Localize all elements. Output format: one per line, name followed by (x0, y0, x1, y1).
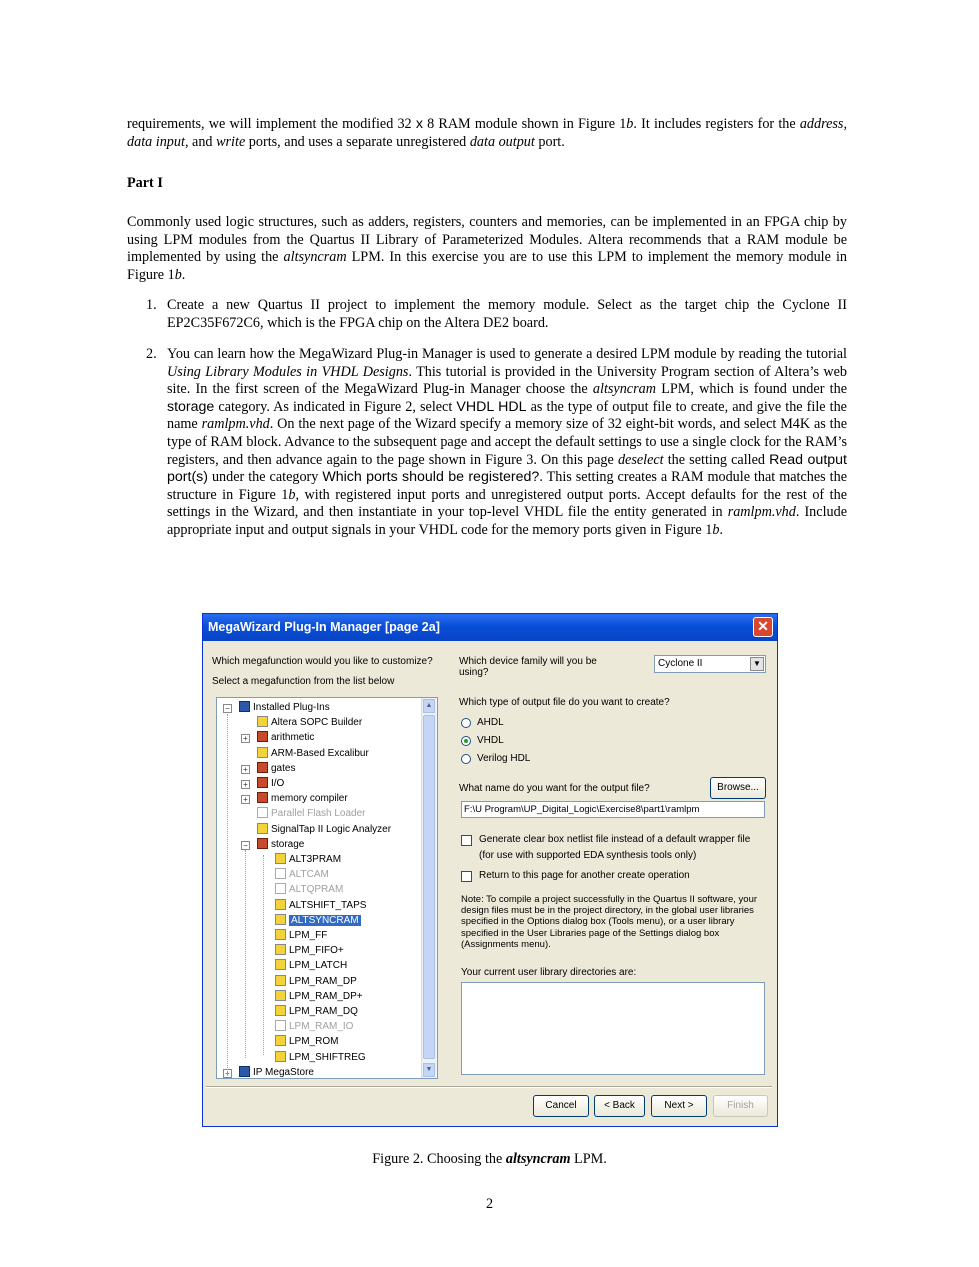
tree-item[interactable] (257, 777, 284, 791)
tree-item-label: gates (271, 762, 296, 774)
disabled-icon (275, 1020, 286, 1031)
megafunction-tree[interactable] (216, 697, 438, 1079)
wizard-icon (275, 1005, 286, 1016)
tree-item-label: IP MegaStore (253, 1066, 314, 1078)
wizard-icon (275, 959, 286, 970)
tree-item-label: Parallel Flash Loader (271, 808, 366, 820)
scroll-thumb[interactable] (423, 715, 435, 1059)
tree-item[interactable] (275, 899, 366, 913)
disabled-icon (257, 807, 268, 818)
tree-item-label: LPM_RAM_DP+ (289, 990, 363, 1002)
tree-item[interactable] (239, 701, 330, 715)
wizard-icon (275, 944, 286, 955)
wizard-icon (275, 914, 286, 925)
tree-item[interactable] (257, 716, 362, 730)
title-bar (203, 614, 777, 641)
plugin-icon (239, 1066, 250, 1077)
tree-item[interactable] (275, 1051, 366, 1065)
part-paragraph: Commonly used logic structures, such as adders, registers, counters and memories, can be implemented in an FPGA chip by using LPM modules from the Quartus II Library of Parameterized Modules. Altera recommends that a RAM module be implemented by using the altsyncram LPM. In this exercise you are to use this LPM to implement the memory module in Figure 1b. (127, 214, 847, 283)
wizard-icon (275, 853, 286, 864)
tree-item-label: I/O (271, 778, 285, 789)
expand-icon[interactable]: + (223, 1069, 232, 1078)
wizard-icon (275, 1035, 286, 1046)
tree-item[interactable] (275, 1035, 338, 1049)
wizard-icon (257, 823, 268, 834)
tree-item[interactable] (275, 944, 344, 958)
tree-connector (263, 855, 264, 1055)
customize-question: Which megafunction would you like to customize? (212, 656, 433, 667)
scroll-down-icon[interactable]: ▼ (423, 1063, 435, 1077)
tree-item-label: Altera SOPC Builder (271, 717, 363, 729)
dialog-title: MegaWizard Plug-In Manager [page 2a] (208, 620, 440, 634)
tree-scrollbar[interactable] (421, 698, 437, 1078)
tree-item[interactable] (275, 1005, 358, 1019)
tree-item-label: LPM_FF (289, 930, 328, 941)
radio-vhdl[interactable] (461, 736, 471, 746)
folder-icon (257, 792, 268, 803)
tree-item-label: LPM_RAM_DQ (289, 1006, 358, 1017)
tree-item[interactable] (257, 731, 314, 745)
list-item-1 (127, 297, 847, 332)
tree-item[interactable] (275, 990, 363, 1004)
tree-item[interactable] (275, 975, 357, 989)
wizard-icon (275, 899, 286, 910)
plugin-icon (239, 701, 250, 712)
tree-item-label: SignalTap II Logic Analyzer (271, 823, 392, 835)
folder-icon (257, 762, 268, 773)
tree-item-label: memory compiler (271, 793, 348, 805)
wizard-icon (275, 975, 286, 986)
filename-question: What name do you want for the output file? (459, 783, 650, 794)
expand-icon[interactable]: + (241, 734, 250, 743)
tree-item-label: storage (271, 838, 305, 850)
tree-item-label: LPM_FIFO+ (289, 945, 344, 957)
collapse-icon[interactable]: − (241, 841, 250, 850)
device-family-value: Cyclone II (658, 658, 703, 669)
wizard-icon (275, 929, 286, 940)
list-number: 2. (146, 346, 157, 362)
radio-ahdl[interactable] (461, 718, 471, 728)
device-family-select[interactable] (654, 655, 766, 673)
collapse-icon[interactable]: − (223, 704, 232, 713)
tree-item[interactable] (275, 959, 347, 973)
list-number: 1. (146, 297, 157, 313)
expand-icon[interactable]: + (241, 780, 250, 789)
tree-item[interactable] (275, 883, 343, 897)
tree-item-label: LPM_RAM_DP (289, 975, 357, 987)
compile-note: Note: To compile a project successfully in the Quartus II software, your design files must be in the project directory, in the global user libraries specified in the Options dialog box (Tools menu), or a user library specified in the User Libraries page of the Settings dialog box (Assignments menu). (461, 894, 758, 950)
figure-caption: Figure 2. Choosing the altsyncram LPM. (372, 1151, 607, 1167)
output-filename-input[interactable]: F:\U Program\UP_Digital_Logic\Exercise8\part1\ramlpm (461, 801, 765, 818)
output-type-question: Which type of output file do you want to create? (459, 697, 670, 708)
scroll-up-icon[interactable]: ▲ (423, 699, 435, 713)
wizard-icon (275, 990, 286, 1001)
tree-item-label: arithmetic (271, 732, 315, 744)
tree-item-label: ALTSYNCRAM (291, 914, 359, 926)
library-dirs-box (461, 982, 765, 1075)
clear-box-sublabel: (for use with supported EDA synthesis tools only) (479, 850, 697, 861)
megawizard-dialog (202, 613, 778, 1127)
next-button[interactable]: Next > (651, 1095, 707, 1117)
page-number: 2 (485, 1196, 494, 1212)
tree-item[interactable] (257, 807, 366, 821)
clear-box-checkbox[interactable] (461, 835, 472, 846)
radio-verilog[interactable] (461, 754, 471, 764)
tree-item[interactable] (275, 853, 341, 867)
list-text: You can learn how the MegaWizard Plug-in Manager is used to generate a desired LPM module by reading the tutorial Using Library Modules in VHDL Designs. This tutorial is provided in the University Program section of Altera’s web site. In the first screen of the MegaWizard Plug-in Manager choose the altsyncram LPM, which is found under the storage category. As indicated in Figure 2, select VHDL HDL as the type of output file to create, and give the file the name ramlpm.vhd. On the next page of the Wizard specify a memory size of 32 eight-bit words, and select M4K as the type of RAM block. Advance to the subsequent page and accept the default settings to use a single clock for the RAM’s registers, and then advance again to the page shown in Figure 3. On this page deselect the setting called Read output port(s) under the category Which ports should be registered?. This setting creates a RAM module that matches the structure in Figure 1b, with registered input ports and unregistered output ports. Accept defaults for the rest of the settings in the Wizard, and then instantiate in your top-level VHDL file the entity generated in ramlpm.vhd. Include appropriate input and output signals in your VHDL code for the memory ports given in Figure 1b. (167, 346, 847, 538)
divider (206, 1086, 772, 1088)
radio-vhdl-label: VHDL (477, 735, 504, 746)
tree-item-label: ALT3PRAM (289, 854, 342, 865)
radio-ahdl-label: AHDL (477, 717, 504, 728)
clear-box-label: Generate clear box netlist file instead of a default wrapper file (479, 834, 751, 845)
tree-item[interactable] (275, 929, 327, 943)
tree-item-label: ALTQPRAM (289, 884, 344, 896)
folder-icon (257, 838, 268, 849)
tree-item-label: LPM_LATCH (289, 960, 348, 972)
device-question: Which device family will you be using? (459, 656, 597, 678)
tree-connector (227, 714, 228, 1074)
wizard-icon (275, 1051, 286, 1062)
tree-item[interactable] (257, 747, 369, 761)
tree-item[interactable] (239, 1066, 314, 1079)
tree-item-label: LPM_ROM (289, 1036, 339, 1048)
cancel-button[interactable]: Cancel (533, 1095, 589, 1117)
tree-item-label: Installed Plug-Ins (253, 702, 330, 713)
disabled-icon (275, 868, 286, 879)
finish-button[interactable]: Finish (713, 1095, 768, 1117)
tree-item-label: ARM-Based Excalibur (271, 747, 369, 759)
select-below-label: Select a megafunction from the list below (212, 676, 395, 687)
wizard-icon (257, 747, 268, 758)
library-dirs-label: Your current user library directories are: (461, 967, 637, 978)
radio-verilog-label: Verilog HDL (477, 753, 531, 764)
intro-paragraph: requirements, we will implement the modified 32 x 8 RAM module shown in Figure 1b. It includes registers for the address, data input, and write ports, and uses a separate unregistered data output port. (127, 116, 847, 150)
folder-icon (257, 777, 268, 788)
tree-item-label: ALTSHIFT_TAPS (289, 899, 367, 911)
list-item-2 (127, 346, 847, 540)
tree-item-label: LPM_SHIFTREG (289, 1051, 366, 1063)
tree-item[interactable] (257, 838, 304, 852)
list-text: Create a new Quartus II project to implement the memory module. Select as the target chip the Cyclone II EP2C35F672C6, which is the FPGA chip on the Altera DE2 board. (167, 297, 847, 331)
expand-icon[interactable]: + (241, 765, 250, 774)
return-label: Return to this page for another create operation (479, 870, 690, 881)
wizard-icon (257, 716, 268, 727)
back-button[interactable]: < Back (594, 1095, 645, 1117)
expand-icon[interactable]: + (241, 795, 250, 804)
folder-icon (257, 731, 268, 742)
tree-item-label: ALTCAM (289, 869, 329, 881)
tree-item[interactable] (257, 823, 391, 837)
chevron-down-icon[interactable]: ▼ (750, 657, 764, 671)
browse-button[interactable]: Browse... (710, 777, 766, 799)
tree-connector (245, 850, 246, 1058)
tree-item[interactable] (275, 1020, 353, 1034)
tree-item[interactable] (257, 762, 295, 776)
tree-item[interactable] (275, 868, 329, 882)
tree-item[interactable] (275, 914, 361, 928)
tree-item-label: LPM_RAM_IO (289, 1021, 354, 1033)
disabled-icon (275, 883, 286, 894)
tree-item[interactable] (257, 792, 348, 806)
close-icon[interactable]: ✕ (753, 617, 773, 637)
part-heading: Part I (127, 175, 163, 191)
return-checkbox[interactable] (461, 871, 472, 882)
